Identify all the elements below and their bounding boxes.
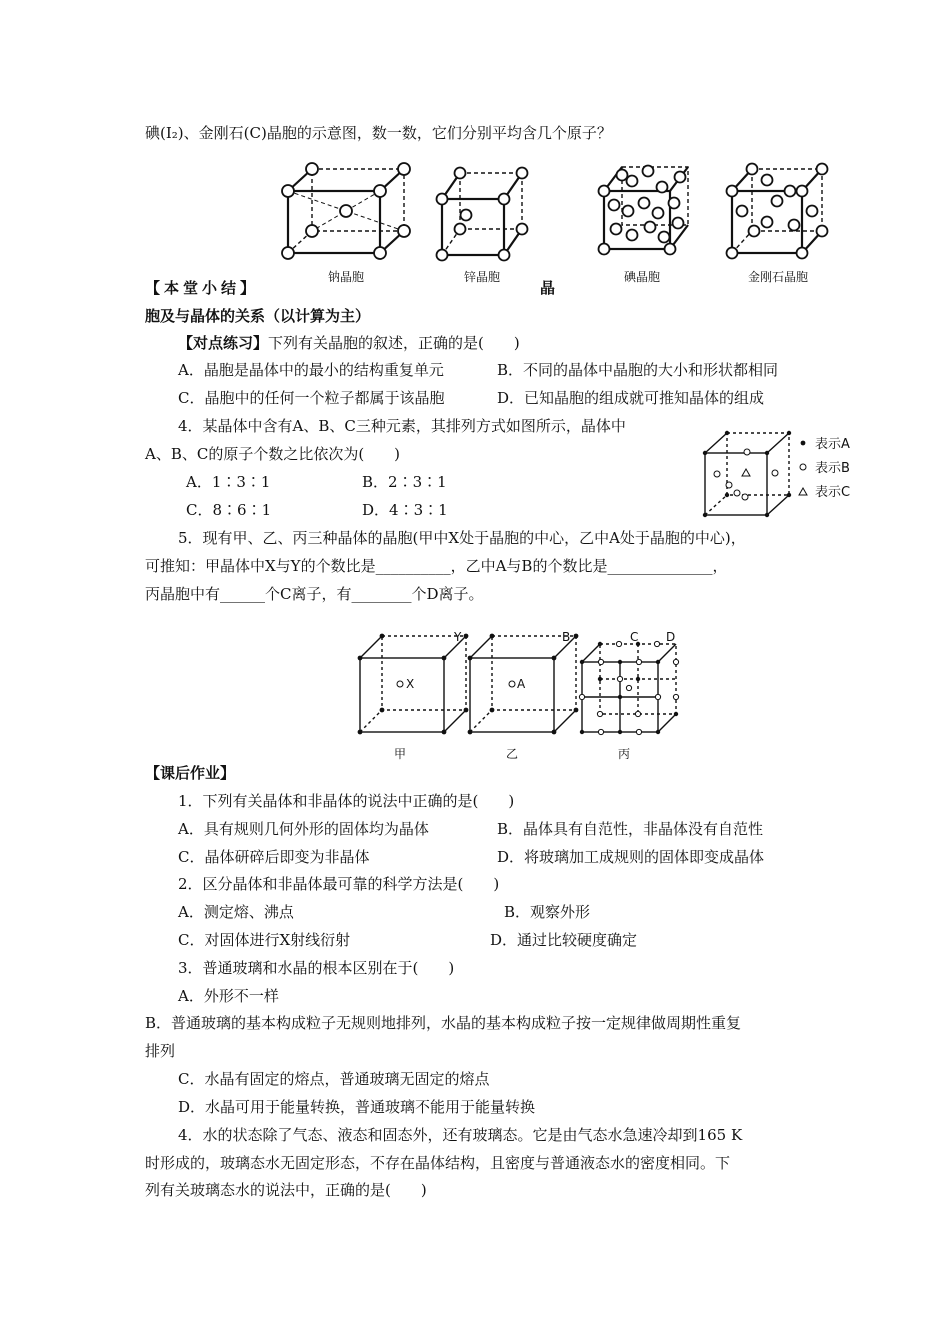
- hw1-option-c: C．晶体研碎后即变为非晶体: [178, 848, 370, 866]
- hw4-line3: 列有关玻璃态水的说法中，正确的是( ): [145, 1181, 427, 1199]
- practice-heading: 【对点练习】: [178, 334, 269, 352]
- hw2-option-c: C．对固体进行X射线衍射: [178, 931, 351, 949]
- legend-c-label: 表示C: [815, 485, 851, 500]
- fig1-label-zn: 锌晶胞: [463, 270, 501, 284]
- practice-q3-text: 下列有关晶胞的叙述，正确的是( ): [268, 334, 520, 352]
- hw2-question: 2．区分晶体和非晶体最可靠的科学方法是( ): [178, 875, 500, 893]
- q3-option-c: C．晶胞中的任何一个粒子都属于该晶胞: [178, 389, 445, 407]
- fig5-jia-label: 甲: [394, 747, 407, 761]
- fig1-label-na: 钠晶胞: [327, 270, 365, 284]
- hw1-option-a: A．具有规则几何外形的固体均为晶体: [178, 820, 429, 838]
- fig5-a-label: A: [517, 677, 526, 691]
- fig5-bing-label: 丙: [618, 747, 631, 761]
- q5-line2: 可推知：甲晶体中X与Y的个数比是__________，乙中A与B的个数比是______________，: [145, 557, 728, 575]
- hw1-question: 1．下列有关晶体和非晶体的说法中正确的是( ): [178, 792, 515, 810]
- unit-cell-figure: [270, 155, 840, 285]
- q5-line3: 丙晶胞中有______个C离子，有________个D离子。: [145, 585, 484, 603]
- q4-line2: A、B、C的原子个数之比依次为( ): [145, 445, 401, 463]
- intro-text: 碘(I₂)、金刚石(C)晶胞的示意图，数一数，它们分别平均含几个原子？: [145, 124, 612, 142]
- q4-crystal-figure: [695, 425, 865, 525]
- hw1-option-b: B．晶体具有自范性，非晶体没有自范性: [497, 820, 764, 838]
- hw3-option-b-line2: 排列: [145, 1042, 176, 1060]
- homework-heading: 【课后作业】: [145, 764, 236, 782]
- hw3-option-a: A．外形不一样: [178, 987, 279, 1005]
- hw4-line2: 时形成的，玻璃态水无固定形态，不存在晶体结构，且密度与普通液态水的密度相同。下: [145, 1154, 731, 1172]
- hw3-option-c: C．水晶有固定的熔点，普通玻璃无固定的熔点: [178, 1070, 490, 1088]
- fig1-label-diamond: 金刚石晶胞: [747, 270, 809, 284]
- zinc-cell-diagram: [442, 173, 522, 255]
- summary-tail: 晶: [540, 279, 556, 297]
- hw2-option-a: A．测定熔、沸点: [178, 903, 294, 921]
- hw4-line1: 4．水的状态除了气态、液态和固态外，还有玻璃态。它是由气态水急速冷却到165 K: [178, 1126, 743, 1144]
- q4-line1: 4．某晶体中含有A、B、C三种元素，其排列方式如图所示，晶体中: [178, 417, 626, 435]
- hw3-question: 3．普通玻璃和水晶的根本区别在于( ): [178, 959, 455, 977]
- fig5-b-label: B: [562, 630, 571, 644]
- q4-option-a: A．1∶3∶1: [186, 473, 271, 491]
- q4-option-c: C．8∶6∶1: [186, 501, 272, 519]
- hw1-option-d: D．将玻璃加工成规则的固体即变成晶体: [497, 848, 765, 866]
- q3-option-d: D．已知晶胞的组成就可推知晶体的组成: [497, 389, 765, 407]
- fig5-y-label: Y: [454, 630, 462, 644]
- fig5-x-label: X: [406, 677, 415, 691]
- fig1-label-i2: 碘晶胞: [623, 270, 661, 284]
- fig5-c-label: C: [630, 630, 639, 644]
- q5-line1: 5．现有甲、乙、丙三种晶体的晶胞(甲中X处于晶胞的中心，乙中A处于晶胞的中心)，: [178, 529, 746, 547]
- legend-b-label: 表示B: [815, 461, 850, 476]
- fig5-yi-label: 乙: [506, 747, 519, 761]
- q3-option-b: B．不同的晶体中晶胞的大小和形状都相同: [497, 361, 779, 379]
- q4-option-b: B．2∶3∶1: [362, 473, 447, 491]
- q4-option-d: D．4∶3∶1: [362, 501, 448, 519]
- q5-crystal-figure: [350, 628, 690, 768]
- practice-q3: [178, 333, 520, 353]
- hw3-option-b-line1: B．普通玻璃的基本构成粒子无规则地排列，水晶的基本构成粒子按一定规律做周期性重复: [145, 1014, 742, 1032]
- q3-option-a: A．晶胞是晶体中的最小的结构重复单元: [178, 361, 444, 379]
- hw2-option-b: B．观察外形: [504, 903, 591, 921]
- summary-title: 【本堂小结】: [145, 279, 260, 297]
- fig5-d-label: D: [666, 630, 676, 644]
- summary-line2: 胞及与晶体的关系（以计算为主）: [145, 307, 371, 325]
- legend-a-label: 表示A: [815, 437, 850, 452]
- hw2-option-d: D．通过比较硬度确定: [490, 931, 638, 949]
- hw3-option-d: D．水晶可用于能量转换，普通玻璃不能用于能量转换: [178, 1098, 536, 1116]
